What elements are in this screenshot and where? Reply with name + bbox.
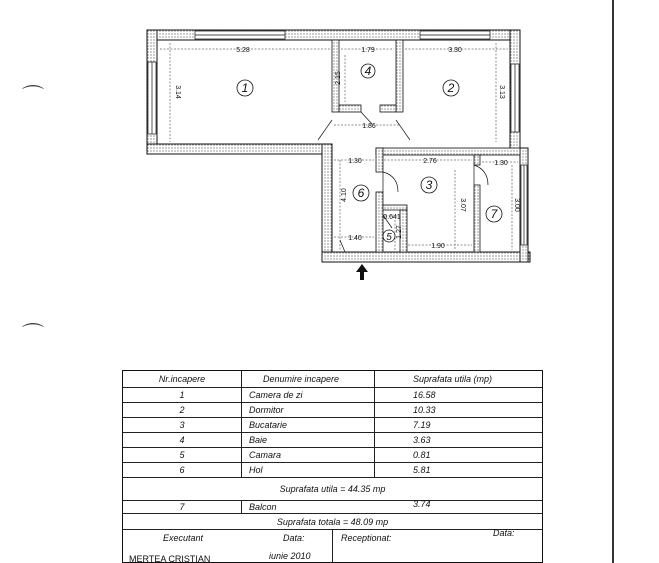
dim-room4-width: 1.79	[361, 47, 375, 54]
page-edge	[612, 0, 614, 563]
header-area: Suprafata utila (mp)	[413, 374, 493, 384]
scan-mark-icon: ⌒	[22, 85, 45, 110]
dim-hall-width: 1.30	[348, 158, 362, 165]
dim-balcony-width: 1.30	[494, 160, 508, 167]
room-area-table	[122, 370, 543, 563]
executant-name: MERTEA CRISTIAN	[129, 554, 211, 563]
dim-pantry-height: 1.27	[396, 225, 403, 239]
room-number-2: 2	[447, 81, 455, 95]
data-label: Data:	[283, 533, 305, 543]
data-label-2: Data:	[493, 528, 515, 538]
dim-room2-height: 3.13	[498, 85, 505, 99]
dim-room4-height: 2.15	[335, 71, 342, 85]
table-row: 1 Camera de zi 16.58	[123, 388, 542, 403]
grand-total: Suprafata totala = 48.09 mp	[276, 517, 389, 527]
dim-balcony-height: 3.00	[513, 198, 520, 212]
dim-hall-height: 4.10	[341, 188, 348, 202]
table-row: 5 Camara 0.81	[123, 448, 542, 463]
table-header-row	[123, 371, 542, 388]
room-number-5: 5	[386, 232, 392, 243]
scan-mark-icon: ⌒	[22, 323, 45, 348]
room-number-3: 3	[425, 178, 433, 192]
signature-row	[123, 530, 542, 563]
dim-kitchen-height: 3.07	[459, 198, 466, 212]
dim-hall-top-width: 1.86	[362, 123, 376, 130]
room-number-7: 7	[490, 207, 498, 221]
header-nr: Nr.incapere	[158, 374, 206, 384]
table-row: 4 Baie 3.63	[123, 433, 542, 448]
table-row: 2 Dormitor 10.33	[123, 403, 542, 418]
table-row: 3 Bucatarie 7.19	[123, 418, 542, 433]
entry-arrow-icon	[356, 264, 368, 280]
dim-entry-width: 1.40	[348, 235, 362, 242]
header-name: Denumire incapere	[263, 374, 340, 384]
dim-kitchen-bottom: 1.90	[431, 243, 445, 250]
dim-room1-width: 5.28	[236, 47, 250, 54]
room-number-6: 6	[357, 186, 365, 200]
dim-room1-height: 3.14	[174, 85, 181, 99]
dim-pantry-width: 0.641	[383, 214, 401, 221]
table-row: 6 Hol 5.81	[123, 463, 542, 478]
grand-total-row	[123, 514, 542, 530]
executant-label: Executant	[163, 533, 204, 543]
date-value: iunie 2010	[269, 551, 311, 561]
dim-room2-width: 3.30	[448, 47, 462, 54]
receptionat-label: Receptionat:	[341, 533, 392, 543]
useful-total: Suprafata utila = 44.35 mp	[279, 484, 386, 494]
room-number-4: 4	[364, 64, 372, 78]
room-number-1: 1	[241, 81, 249, 95]
dim-kitchen-width: 2.76	[423, 158, 437, 165]
balcony-row: 7 Balcon 3.74	[123, 501, 542, 514]
